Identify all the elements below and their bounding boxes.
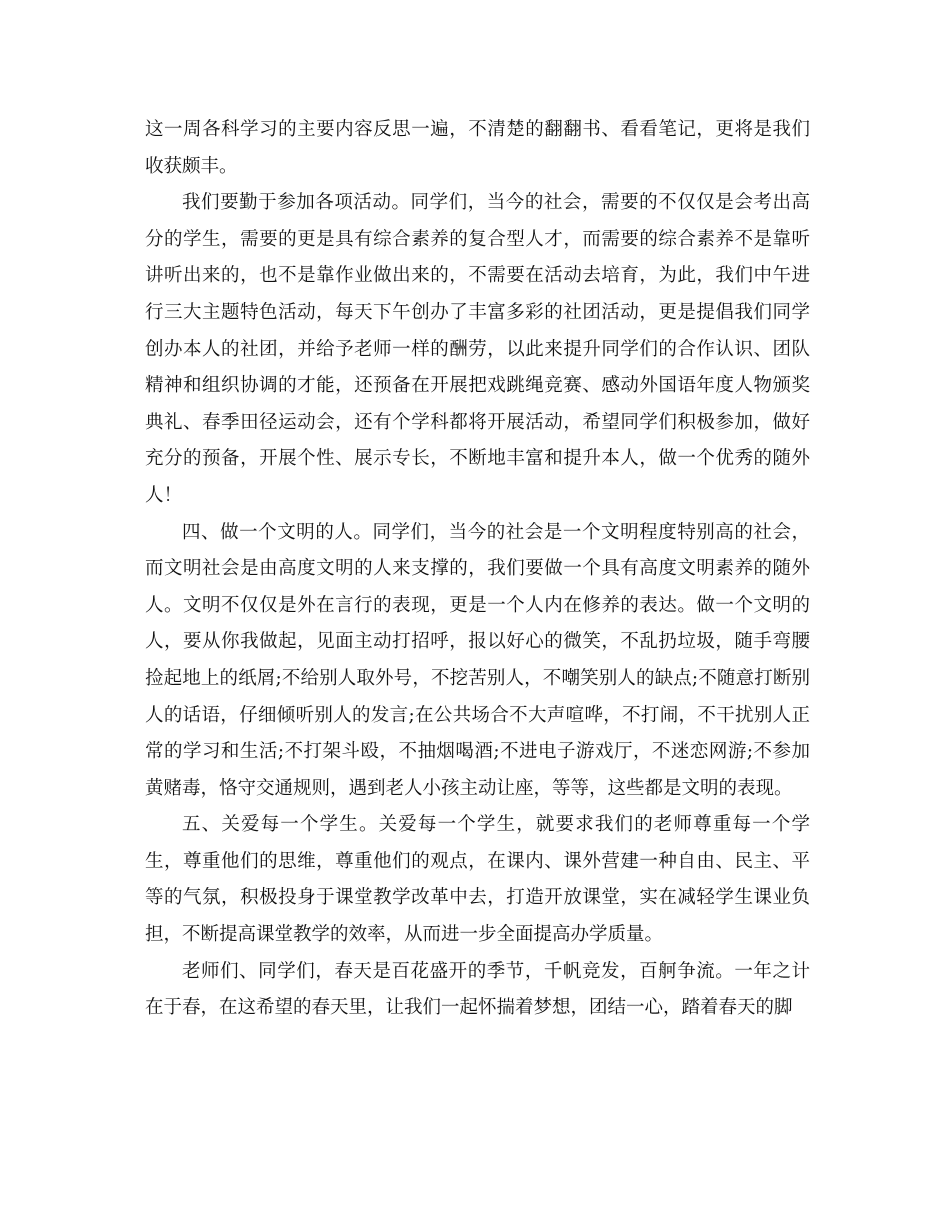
- paragraph-continuation: 这一周各科学习的主要内容反思一遍，不清楚的翻翻书、看看笔记，更将是我们收获颇丰。: [145, 119, 810, 177]
- paragraph-civility: 四、做一个文明的人。同学们，当今的社会是一个文明程度特别高的社会，而文明社会是由高度文明的人来支撑的，我们要做一个具有高度文明素养的随外人。文明不仅仅是外在言行的表现，更是一个人内在修养的表达。做一个文明的人，要从你我做起，见面主动打招呼，报以好心的微笑，不乱扔垃圾，随手弯腰捡起地上的纸屑;不给别人取外号，不挖苦别人，不嘲笑别人的缺点;不随意打断别人的话语，仔细倾听别人的发言;在公共场合不大声喧哗，不打闹，不干扰别人正常的学习和生活;不打架斗殴，不抽烟喝酒;不进电子游戏厅，不迷恋网游;不参加黄赌毒，恪守交通规则，遇到老人小孩主动让座，等等，这些都是文明的表现。: [145, 521, 810, 799]
- paragraph-activities: 我们要勤于参加各项活动。同学们，当今的社会，需要的不仅仅是会考出高分的学生，需要的更是具有综合素养的复合型人才，而需要的综合素养不是靠听讲听出来的，也不是靠作业做出来的，不需要在活动去培育，为此，我们中午进行三大主题特色活动，每天下午创办了丰富多彩的社团活动，更是提倡我们同学创办本人的社团，并给予老师一样的酬劳，以此来提升同学们的合作认识、团队精神和组织协调的才能，还预备在开展把戏跳绳竞赛、感动外国语年度人物颁奖典礼、春季田径运动会，还有个学科都将开展活动，希望同学们积极参加，做好充分的预备，开展个性、展示专长，不断地丰富和提升本人，做一个优秀的随外人！: [145, 192, 810, 506]
- paragraph-care-students: 五、关爱每一个学生。关爱每一个学生，就要求我们的老师尊重每一个学生，尊重他们的思维，尊重他们的观点，在课内、课外营建一种自由、民主、平等的气氛，积极投身于课堂教学改革中去，打造开放课堂，实在减轻学生课业负担，不断提高课堂教学的效率，从而进一步全面提高办学质量。: [145, 814, 810, 946]
- document-body: [145, 112, 810, 1027]
- paragraph-spring-closing: 老师们、同学们，春天是百花盛开的季节，千帆竞发，百舸争流。一年之计在于春，在这希望的春天里，让我们一起怀揣着梦想，团结一心，踏着春天的脚: [145, 960, 810, 1019]
